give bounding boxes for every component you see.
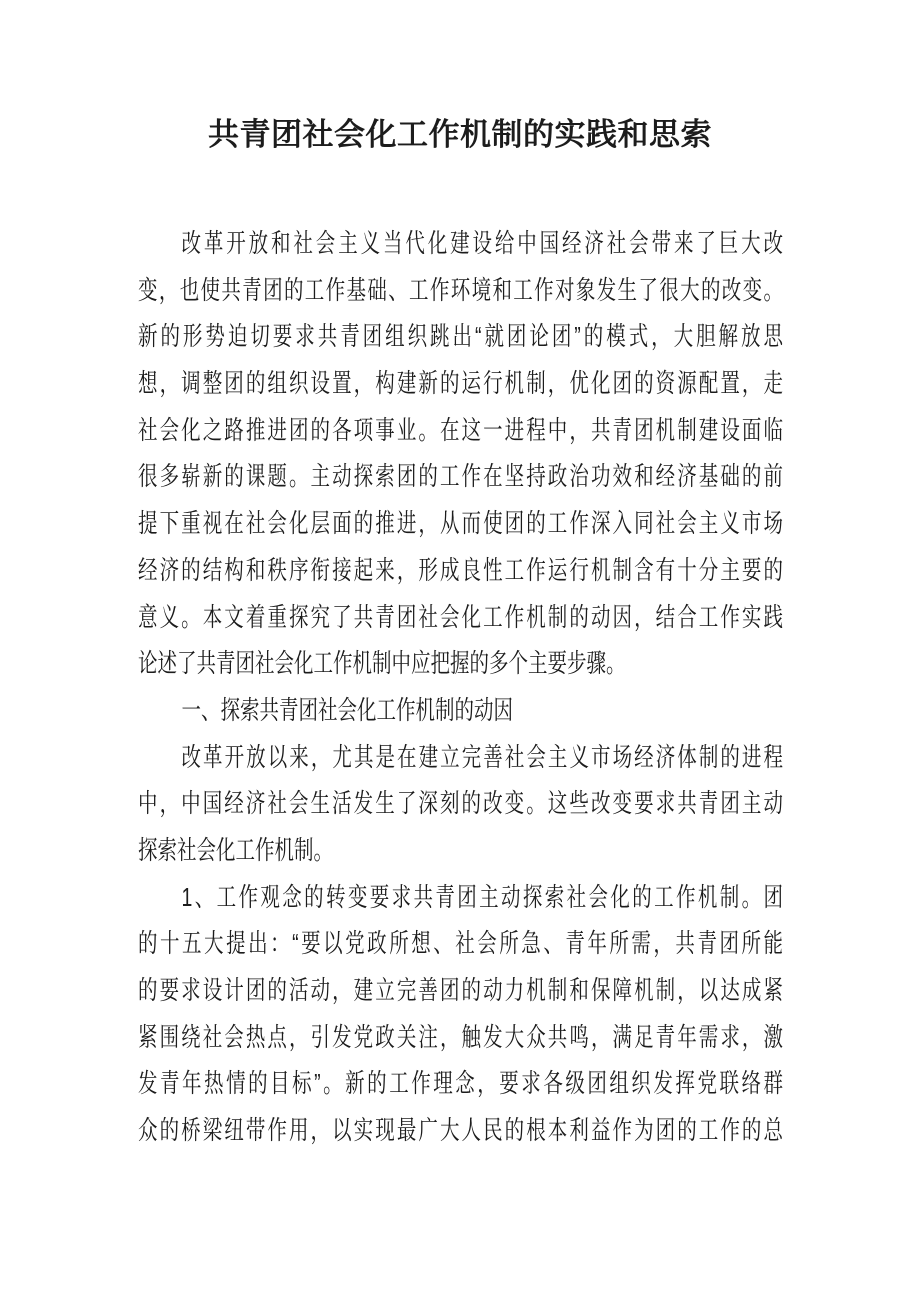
text-line: 意义。本文着重探究了共青团社会化工作机制的动因，结合工作实践 — [138, 601, 783, 632]
text-line: 的要求设计团的活动，建立完善团的动力机制和保障机制，以达成紧 — [138, 975, 783, 1005]
text-line: 发青年热情的目标”。新的工作理念，要求各级团组织发挥党联络群 — [138, 1068, 783, 1099]
text-line: 中，中国经济社会生活发生了深刻的改变。这些改变要求共青团主动 — [138, 788, 783, 819]
text-line: 提下重视在社会化层面的推进，从而使团的工作深入同社会主义市场 — [138, 508, 783, 539]
text-line: 改革开放和社会主义当代化建设给中国经济社会带来了巨大改 — [181, 228, 783, 258]
text-line: 众的桥梁纽带作用，以实现最广大人民的根本利益作为团的工作的总 — [138, 1115, 783, 1146]
text-line: 社会化之路推进团的各项事业。在这一进程中，共青团机制建设面临 — [138, 414, 783, 445]
list-item-line: 1、工作观念的转变要求共青团主动探索社会化的工作机制。团 — [181, 881, 783, 912]
section-heading-line: 一、探索共青团社会化工作机制的动因 — [181, 694, 514, 725]
text-line: 论述了共青团社会化工作机制中应把握的多个主要步骤。 — [138, 648, 626, 679]
text-line: 新的形势迫切要求共青团组织跳出“就团论团”的模式，大胆解放思 — [138, 321, 783, 352]
text-line: 的十五大提出：“要以党政所想、社会所急、青年所需，共青团所能 — [138, 928, 783, 959]
text-line: 经济的结构和秩序衔接起来，形成良性工作运行机制含有十分主要的 — [138, 554, 783, 585]
document-body — [138, 220, 920, 1154]
text-line: 变，也使共青团的工作基础、工作环境和工作对象发生了很大的改变。 — [138, 274, 783, 305]
text-line: 紧围绕社会热点，引发党政关注，触发大众共鸣，满足青年需求，激 — [138, 1021, 783, 1052]
text-line: 很多崭新的课题。主动探索团的工作在坚持政治功效和经济基础的前 — [138, 461, 783, 492]
text-line: 想，调整团的组织设置，构建新的运行机制，优化团的资源配置，走 — [138, 368, 783, 399]
document-title: 共青团社会化工作机制的实践和思索 — [208, 117, 712, 152]
text-line: 改革开放以来，尤其是在建立完善社会主义市场经济体制的进程 — [181, 741, 783, 772]
text-line: 探索社会化工作机制。 — [138, 834, 334, 865]
